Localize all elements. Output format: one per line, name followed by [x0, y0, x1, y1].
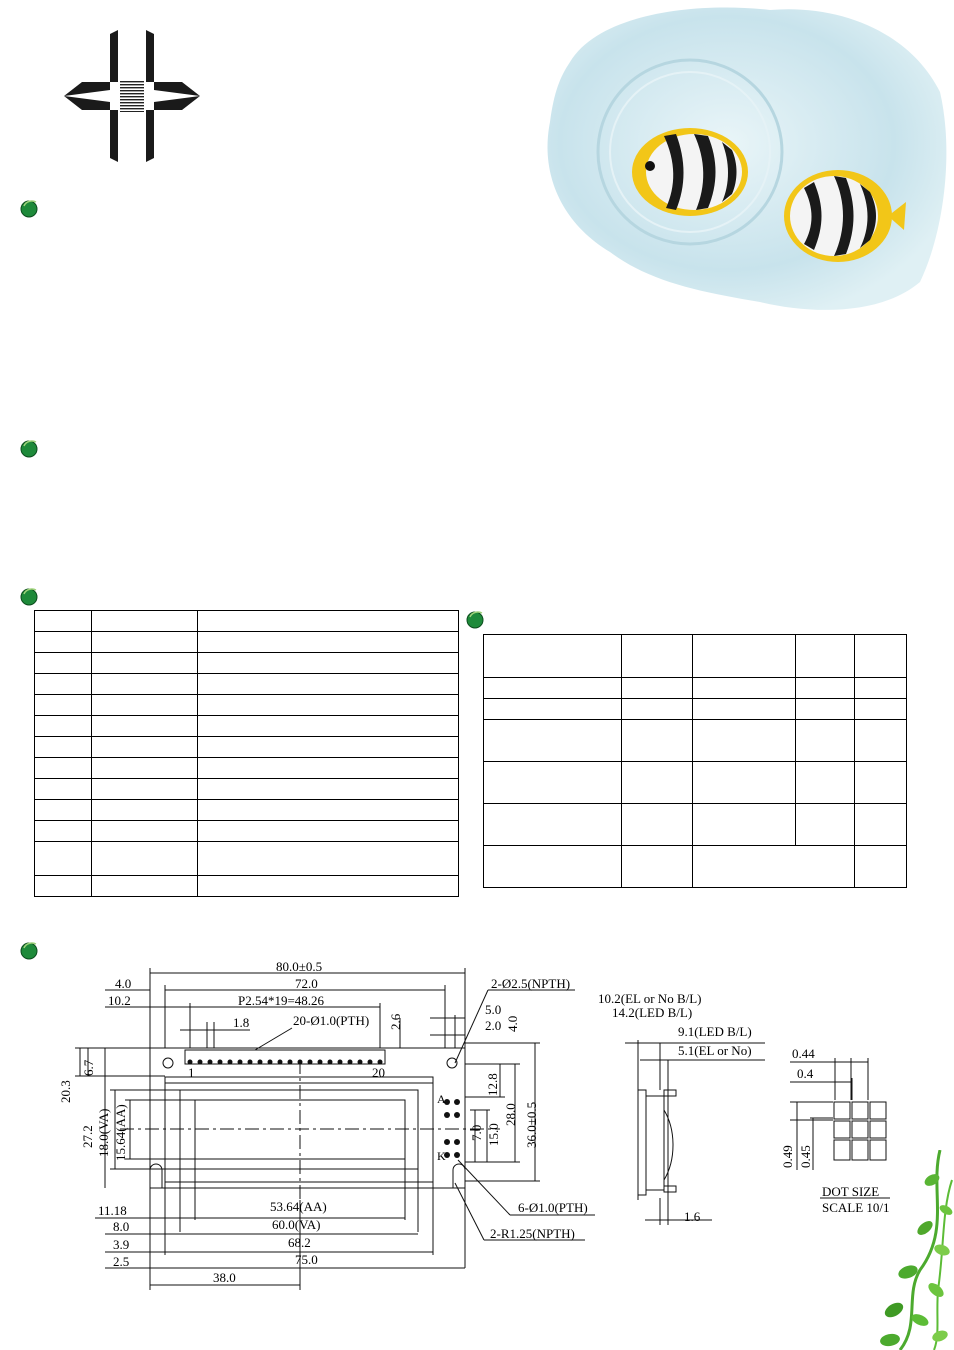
dot-dim-0-4: 0.4: [797, 1066, 814, 1081]
dim-10-2: 10.2: [108, 993, 131, 1008]
dim-12-8: 12.8: [485, 1073, 500, 1096]
vine-decoration: [880, 1150, 954, 1350]
dim-11-18: 11.18: [98, 1203, 127, 1218]
dot-scale-label: SCALE 10/1: [822, 1200, 890, 1215]
leaf-bullet-icon: [464, 608, 486, 630]
dot-dim-0-45: 0.45: [798, 1145, 813, 1168]
leaf-bullet-icon: [18, 437, 40, 459]
dot-dim-0-44: 0.44: [792, 1046, 815, 1061]
dim-4-right: 4.0: [505, 1015, 520, 1032]
dim-2-6: 2.6: [388, 1013, 403, 1030]
leaf-bullet-icon: [18, 585, 40, 607]
dot-dim-0-49: 0.49: [780, 1145, 795, 1168]
dim-15: 15.0: [486, 1123, 501, 1146]
fish-illustration: [540, 2, 954, 318]
dim-overall-height: 36.0±0.5: [524, 1101, 539, 1148]
side-dim-el: 10.2(EL or No B/L): [598, 991, 702, 1006]
dim-overall-width: 80.0±0.5: [276, 959, 323, 974]
side-dim-led-bl: 9.1(LED B/L): [678, 1024, 752, 1039]
pin-20-label: 20: [372, 1065, 385, 1080]
leaf-bullet-icon: [18, 197, 40, 219]
characteristics-table: [483, 634, 907, 888]
dim-8: 8.0: [113, 1219, 130, 1234]
dim-20-3: 20.3: [58, 1080, 73, 1103]
dim-27-2: 27.2: [80, 1125, 95, 1148]
dim-6-7: 6.7: [81, 1059, 96, 1076]
side-dim-1-6: 1.6: [684, 1209, 701, 1224]
dim-38: 38.0: [213, 1270, 236, 1285]
side-dim-el-no: 5.1(EL or No): [678, 1043, 752, 1058]
company-logo-icon: [62, 30, 202, 162]
side-view-drawing: [595, 985, 770, 1230]
dim-aa-height: 15.64(AA): [113, 1104, 128, 1161]
dim-1-8: 1.8: [233, 1015, 250, 1030]
dim-va-height: 18.0(VA): [96, 1108, 111, 1157]
dim-va-width: 60.0(VA): [272, 1217, 321, 1232]
cathode-label: K: [437, 1149, 446, 1163]
dim-mount-holes: 2-Ø2.5(NPTH): [491, 976, 571, 991]
leaf-bullet-icon: [18, 939, 40, 961]
dim-68-2: 68.2: [288, 1235, 311, 1250]
side-dim-led: 14.2(LED B/L): [612, 1005, 693, 1020]
dim-28: 28.0: [503, 1103, 518, 1126]
dim-7: 7.0: [469, 1124, 484, 1141]
dim-5: 5.0: [485, 1002, 502, 1017]
anode-label: A: [437, 1092, 446, 1106]
dim-radius: 2-R1.25(NPTH): [490, 1226, 575, 1241]
dim-3-9: 3.9: [113, 1237, 130, 1252]
dim-pitch: P2.54*19=48.26: [238, 993, 325, 1008]
dim-led-holes: 6-Ø1.0(PTH): [518, 1200, 588, 1215]
dim-4: 4.0: [115, 976, 132, 991]
dim-aa-width: 53.64(AA): [270, 1199, 327, 1214]
pin-1-label: 1: [188, 1065, 195, 1080]
dim-72: 72.0: [295, 976, 318, 991]
front-view-drawing: [40, 955, 600, 1295]
pin-assignment-table: [34, 610, 459, 897]
dim-75: 75.0: [295, 1252, 318, 1267]
dim-pin-holes: 20-Ø1.0(PTH): [293, 1013, 370, 1028]
dim-2-5: 2.5: [113, 1254, 130, 1269]
dot-size-label: DOT SIZE: [822, 1184, 880, 1199]
dim-2: 2.0: [485, 1018, 502, 1033]
